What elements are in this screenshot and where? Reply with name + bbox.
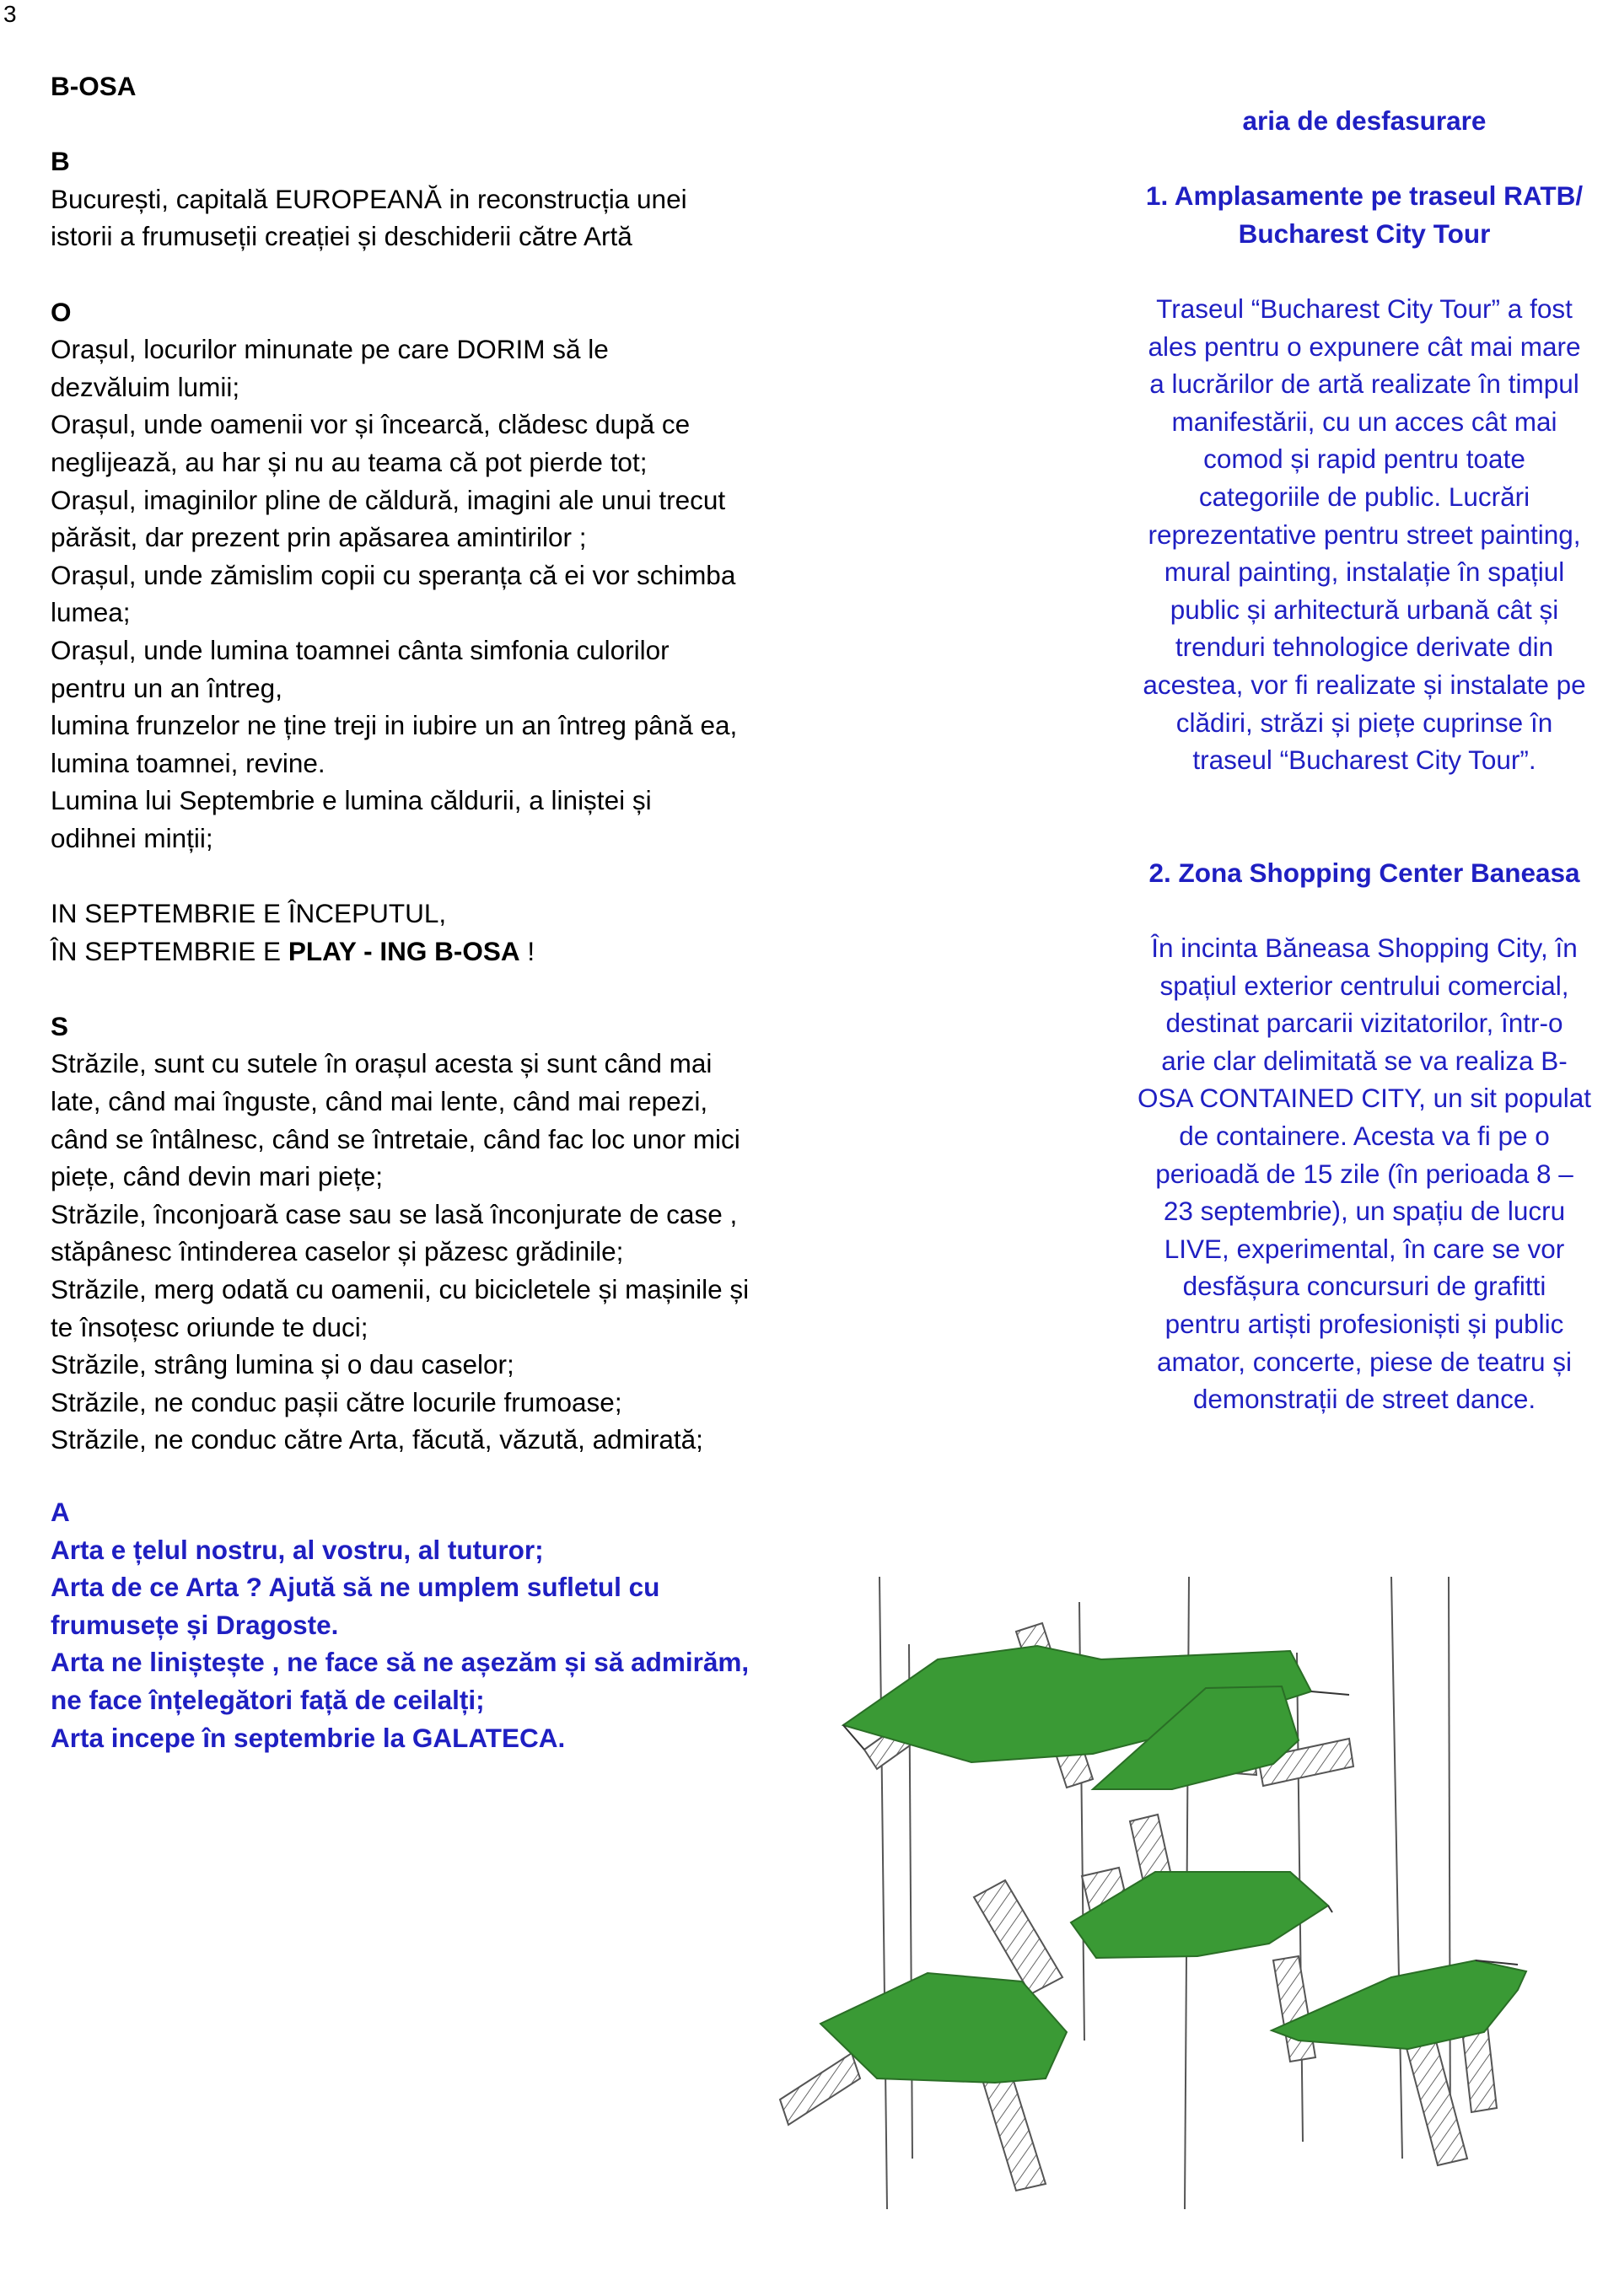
section-o-line: lumina frunzelor ne ține treji in iubire un an întreg până ea,: [51, 710, 738, 741]
page-number: 3: [3, 1, 17, 27]
section-s-line: stăpânesc întinderea caselor și păzesc grădinile;: [51, 1236, 624, 1267]
section-s-line: Străzile, sunt cu sutele în orașul acesta și sunt când mai: [51, 1048, 713, 1079]
section-b-line: București, capitală EUROPEANĂ in reconstrucția unei: [51, 183, 687, 214]
section1-line: Traseul “Bucharest City Tour” a fost: [1156, 293, 1573, 324]
section-s-line: late, când mai înguste, când mai lente, când mai repezi,: [51, 1086, 708, 1117]
right-heading: aria de desfasurare: [1242, 105, 1487, 136]
play-ing-bosa: PLAY - ING B-OSA: [288, 935, 520, 966]
section1-title: 1. Amplasamente pe traseul RATB/: [1145, 180, 1584, 212]
section-s-line: piețe, când devin mari piețe;: [51, 1161, 383, 1192]
section-a-line: Arta incepe în septembrie la GALATECA.: [51, 1722, 566, 1753]
section1-line: comod și rapid pentru toate: [1203, 444, 1525, 475]
section-a-line: frumusețe și Dragoste.: [51, 1609, 339, 1640]
section2-line: perioadă de 15 zile (în perioada 8 –: [1155, 1158, 1573, 1189]
section-a-letter: A: [51, 1497, 70, 1527]
section-o-line: Orașul, locurilor minunate pe care DORIM să le: [51, 334, 609, 365]
green-leaves: [820, 1646, 1526, 2083]
section1-line: clădiri, străzi și piețe cuprinse în: [1175, 707, 1553, 738]
section-o-line: odihnei minții;: [51, 822, 213, 853]
section2-line: destinat parcarii vizitatorilor, într-o: [1165, 1008, 1563, 1039]
section-s-line: te însoțesc oriunde te duci;: [51, 1311, 368, 1342]
section-o-line: părăsit, dar prezent prin apăsarea amintirilor ;: [51, 522, 587, 553]
section-s-line: Străzile, înconjoară case sau se lasă înconjurate de case ,: [51, 1198, 738, 1229]
section-s-line: Străzile, ne conduc către Arta, făcută, văzută, admirată;: [51, 1424, 703, 1455]
section2-line: desfășura concursuri de grafitti: [1182, 1271, 1546, 1302]
section-s-letter: S: [51, 1010, 69, 1041]
section1-line: a lucrărilor de artă realizate în timpul: [1149, 368, 1579, 400]
section-a-line: ne face înțelegători față de ceilalți;: [51, 1684, 485, 1715]
section-o-line: Orașul, unde oamenii vor și încearcă, clădesc după ce: [51, 409, 691, 440]
section1-title: Bucharest City Tour: [1238, 218, 1491, 249]
section-s-line: Străzile, strâng lumina și o dau caselor;: [51, 1349, 514, 1380]
document-title: B-OSA: [51, 71, 137, 101]
section-o-line: lumina toamnei, revine.: [51, 747, 325, 778]
section-o-line: pentru un an întreg,: [51, 672, 282, 703]
section2-line: 23 septembrie), un spațiu de lucru: [1163, 1196, 1566, 1227]
section1-line: ales pentru o expunere cât mai mare: [1148, 331, 1581, 362]
section2-line: pentru artiști profesioniști și public: [1164, 1309, 1564, 1339]
section2-line: arie clar delimitată se va realiza B-: [1161, 1045, 1568, 1076]
section1-line: manifestării, cu un acces cât mai: [1171, 406, 1557, 437]
section2-line: demonstrații de street dance.: [1192, 1384, 1536, 1415]
section-a-line: Arta e țelul nostru, al vostru, al tuturor;: [51, 1534, 544, 1565]
section-o-line: Orașul, unde lumina toamnei cânta simfonia culorilor: [51, 634, 670, 665]
section1-line: reprezentative pentru street painting,: [1148, 519, 1581, 550]
section-s-line: când se întâlnesc, când se întretaie, când fac loc unor mici: [51, 1123, 740, 1154]
section2-line: de containere. Acesta va fi pe o: [1179, 1121, 1550, 1152]
section2-line: LIVE, experimental, în care se vor: [1164, 1233, 1565, 1264]
leaf-4: [820, 1973, 1067, 2083]
section1-line: acestea, vor fi realizate și instalate pe: [1143, 669, 1586, 700]
section-o-letter: O: [51, 296, 72, 327]
section1-line: trenduri tehnologice derivate din: [1175, 632, 1554, 663]
section1-line: categoriile de public. Lucrări: [1198, 481, 1530, 512]
section-o-line: neglijează, au har și nu au teama că pot pierde tot;: [51, 446, 648, 477]
september-suffix: !: [519, 935, 535, 966]
section-a-line: Arta de ce Arta ? Ajută să ne umplem sufletul cu: [51, 1572, 660, 1603]
section-o-line: dezvăluim lumii;: [51, 371, 240, 402]
section-b-line: istorii a frumuseții creației și deschiderii către Artă: [51, 221, 632, 252]
leaf-sketch-illustration: [763, 1568, 1589, 2226]
right-column: [1111, 102, 1617, 1418]
section-o-line: lumea;: [51, 597, 131, 628]
section-o-line: Orașul, imaginilor pline de căldură, imagini ale unui trecut: [51, 484, 726, 515]
section1-line: traseul “Bucharest City Tour”.: [1192, 745, 1536, 776]
section-s-line: Străzile, merg odată cu oamenii, cu bicicletele și mașinile și: [51, 1274, 750, 1304]
september-play-line: [51, 933, 810, 971]
section-a: [51, 1493, 810, 1756]
section2-line: amator, concerte, piese de teatru și: [1156, 1346, 1573, 1377]
section2-line: spațiul exterior centrului comercial,: [1159, 970, 1569, 1001]
section1-line: mural painting, instalație în spațiul: [1164, 557, 1565, 588]
section-s-line: Străzile, ne conduc pașii către locurile frumoase;: [51, 1386, 622, 1417]
section-a-line: Arta ne liniștește , ne face să ne așezăm și să admirăm,: [51, 1647, 750, 1678]
september-line: IN SEPTEMBRIE E ÎNCEPUTUL,: [51, 898, 447, 929]
section2-title: 2. Zona Shopping Center Baneasa: [1148, 857, 1580, 888]
section-o-line: Orașul, unde zămislim copii cu speranța că ei vor schimba: [51, 559, 736, 590]
september-prefix: ÎN SEPTEMBRIE E: [51, 935, 288, 966]
section-b-letter: B: [51, 146, 70, 177]
section-o-line: Lumina lui Septembrie e lumina căldurii, a liniștei și: [51, 785, 652, 816]
section2-line: OSA CONTAINED CITY, un sit populat: [1137, 1083, 1592, 1114]
left-column: [51, 67, 810, 1459]
section2-line: În incinta Băneasa Shopping City, în: [1151, 933, 1578, 964]
section1-line: public și arhitectură urbană cât și: [1170, 594, 1559, 625]
